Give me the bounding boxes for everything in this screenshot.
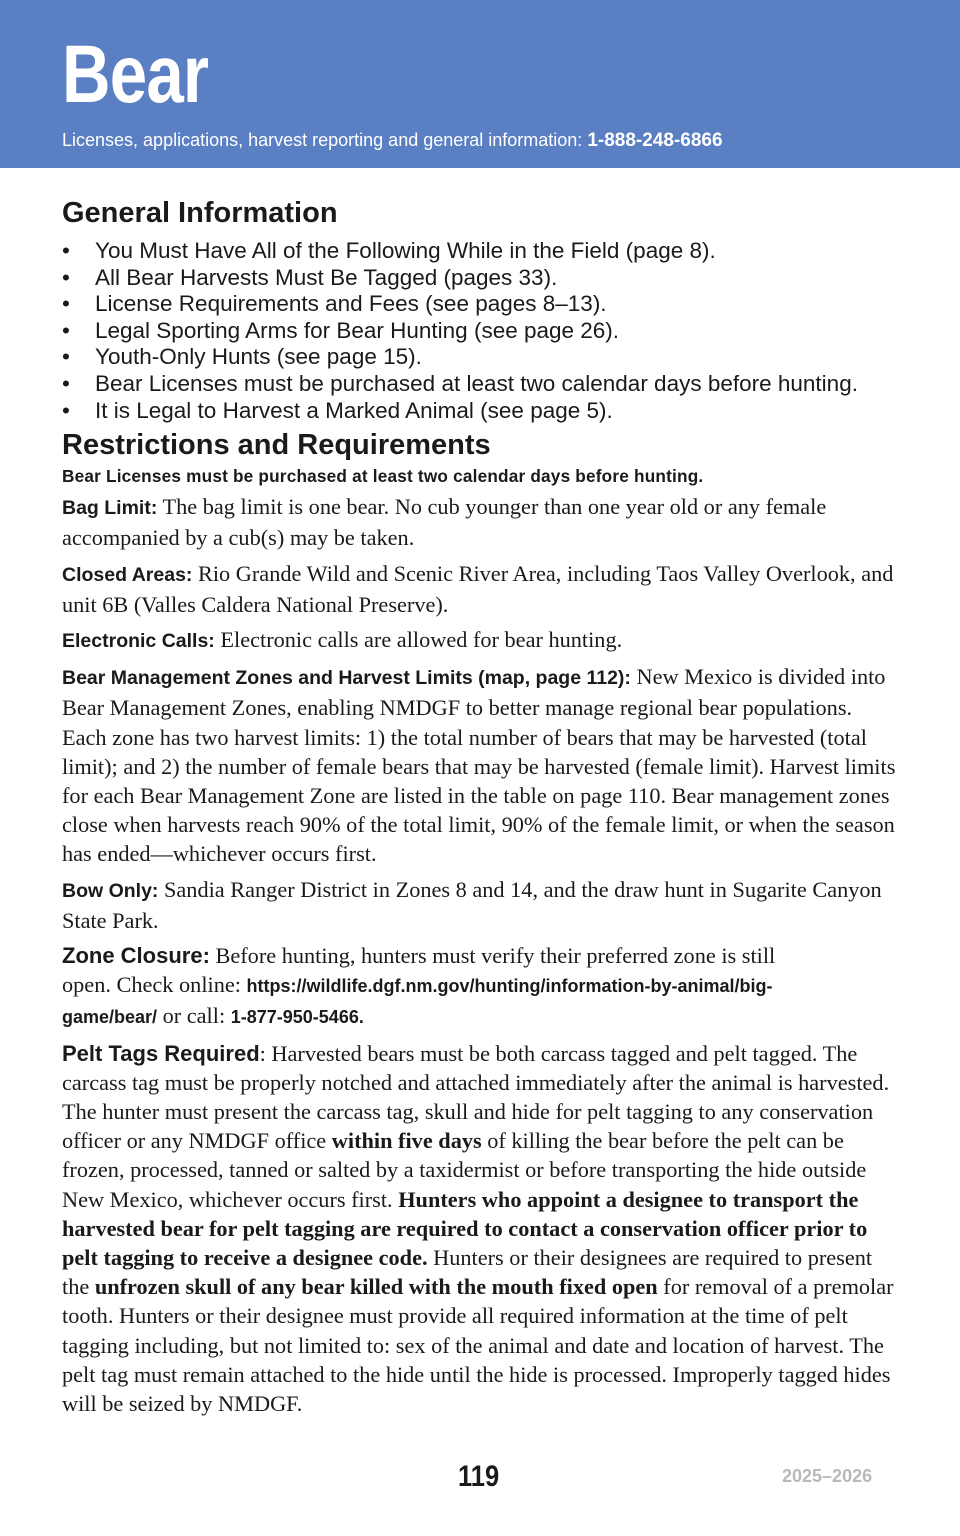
pelt-text-3: Hunters or their designees are required to present the [62, 1245, 873, 1300]
list-item: • License Requirements and Fees (see pages 8–13). [62, 291, 902, 318]
pelt-tags-label: Pelt Tags Required [62, 1040, 260, 1066]
general-list [62, 238, 902, 424]
pelt-bold-1: within five days [331, 1128, 482, 1154]
page-number: 119 [458, 1460, 500, 1493]
electronic-calls-text: Electronic calls are allowed for bear hunting. [214, 626, 623, 652]
zone-closure-phone: 1-877-950-5466. [230, 1007, 364, 1028]
closed-areas-paragraph [62, 559, 902, 619]
contact-text: Licenses, applications, harvest reporting and general information: [62, 130, 588, 150]
list-item: • Youth-Only Hunts (see page 15). [62, 344, 902, 371]
bow-only-paragraph [62, 875, 902, 935]
closed-areas-label: Closed Areas: [62, 563, 193, 586]
pelt-text-4: for removal of a premolar tooth. Hunters or their designee must provide all required information at the time of pelt tagging including, but not limited to: sex of the animal and date and location of harvest. The pelt tag must remain attached to the hide until the hide is processed. Improperly tagged hides will be seized by NMDGF. [62, 1274, 894, 1417]
pelt-bold-3: unfrozen skull of any bear killed with the mouth fixed open [94, 1274, 658, 1300]
zone-closure-link[interactable]: https://wildlife.dgf.nm.gov/hunting/information-by-animal/big-game/bear/ [62, 976, 773, 1028]
header-banner [0, 0, 960, 168]
main-content [62, 196, 902, 1424]
page-title: Bear [62, 29, 209, 120]
zone-closure-text: Before hunting, hunters must verify their preferred zone is still open. Check online: [62, 943, 776, 998]
closed-areas-text: Rio Grande Wild and Scenic River Area, including Taos Valley Overlook, and unit 6B (Valles Caldera National Preserve). [62, 560, 894, 617]
general-heading: General Information [62, 197, 338, 229]
contact-phone: 1-888-248-6866 [587, 130, 723, 151]
pelt-bold-2: Hunters who appoint a designee to transport the harvested bear for pelt tagging are required to contact a conservation officer prior to pelt tagging to receive a designee code. [62, 1186, 868, 1271]
list-item: • It is Legal to Harvest a Marked Animal (see page 5). [62, 398, 902, 425]
restrictions-heading: Restrictions and Requirements [62, 429, 491, 462]
bow-only-label: Bow Only: [62, 879, 159, 902]
zones-text: New Mexico is divided into Bear Management Zones, enabling NMDGF to better manage regional bear populations. Each zone has two harvest limits: 1) the total number of bears that may be harvested (total limit); and 2) the number of female bears that may be harvested (female limit). Harvest limits for each Bear Management Zone are listed in the table on page 110. Bear management zones close when harvests reach 90% of the total limit, 90% of the female limit, or when the season has ended—whichever occurs first. [62, 664, 896, 867]
pelt-text-2: of killing the bear before the pelt can be frozen, processed, tanned or salted by a taxidermist or before transporting the hide outside New Mexico, whichever occurs first. [62, 1128, 867, 1212]
pelt-tags-paragraph [62, 1039, 902, 1419]
contact-line [62, 130, 723, 152]
bow-only-text: Sandia Ranger District in Zones 8 and 14, and the draw hunt in Sugarite Canyon State Park. [62, 876, 882, 933]
bag-limit-text: The bag limit is one bear. No cub younger than one year old or any female accompanied by a cub(s) may be taken. [62, 494, 827, 551]
electronic-calls-paragraph [62, 625, 902, 656]
zones-paragraph [62, 662, 902, 868]
bag-limit-label: Bag Limit: [62, 497, 158, 520]
list-item: • You Must Have All of the Following While in the Field (page 8). [62, 238, 902, 265]
zone-closure-call: or call: [157, 1003, 231, 1029]
list-item: • Legal Sporting Arms for Bear Hunting (see page 26). [62, 318, 902, 345]
bag-limit-paragraph [62, 492, 902, 552]
license-note: Bear Licenses must be purchased at least two calendar days before hunting. [62, 466, 704, 487]
zone-closure-paragraph [62, 941, 802, 1033]
edition-years: 2025–2026 [782, 1466, 873, 1486]
zones-label: Bear Management Zones and Harvest Limits (map, page 112): [62, 667, 631, 690]
list-item: • Bear Licenses must be purchased at least two calendar days before hunting. [62, 371, 902, 398]
pelt-text-1: : Harvested bears must be both carcass tagged and pelt tagged. The carcass tag must be properly notched and attached immediately after the animal is harvested. The hunter must present the carcass tag, skull and hide for pelt tagging to any conservation officer or any NMDGF office [62, 1040, 890, 1154]
electronic-calls-label: Electronic Calls: [62, 629, 215, 652]
zone-closure-label: Zone Closure: [62, 943, 210, 968]
list-item: • All Bear Harvests Must Be Tagged (pages 33). [62, 265, 902, 292]
